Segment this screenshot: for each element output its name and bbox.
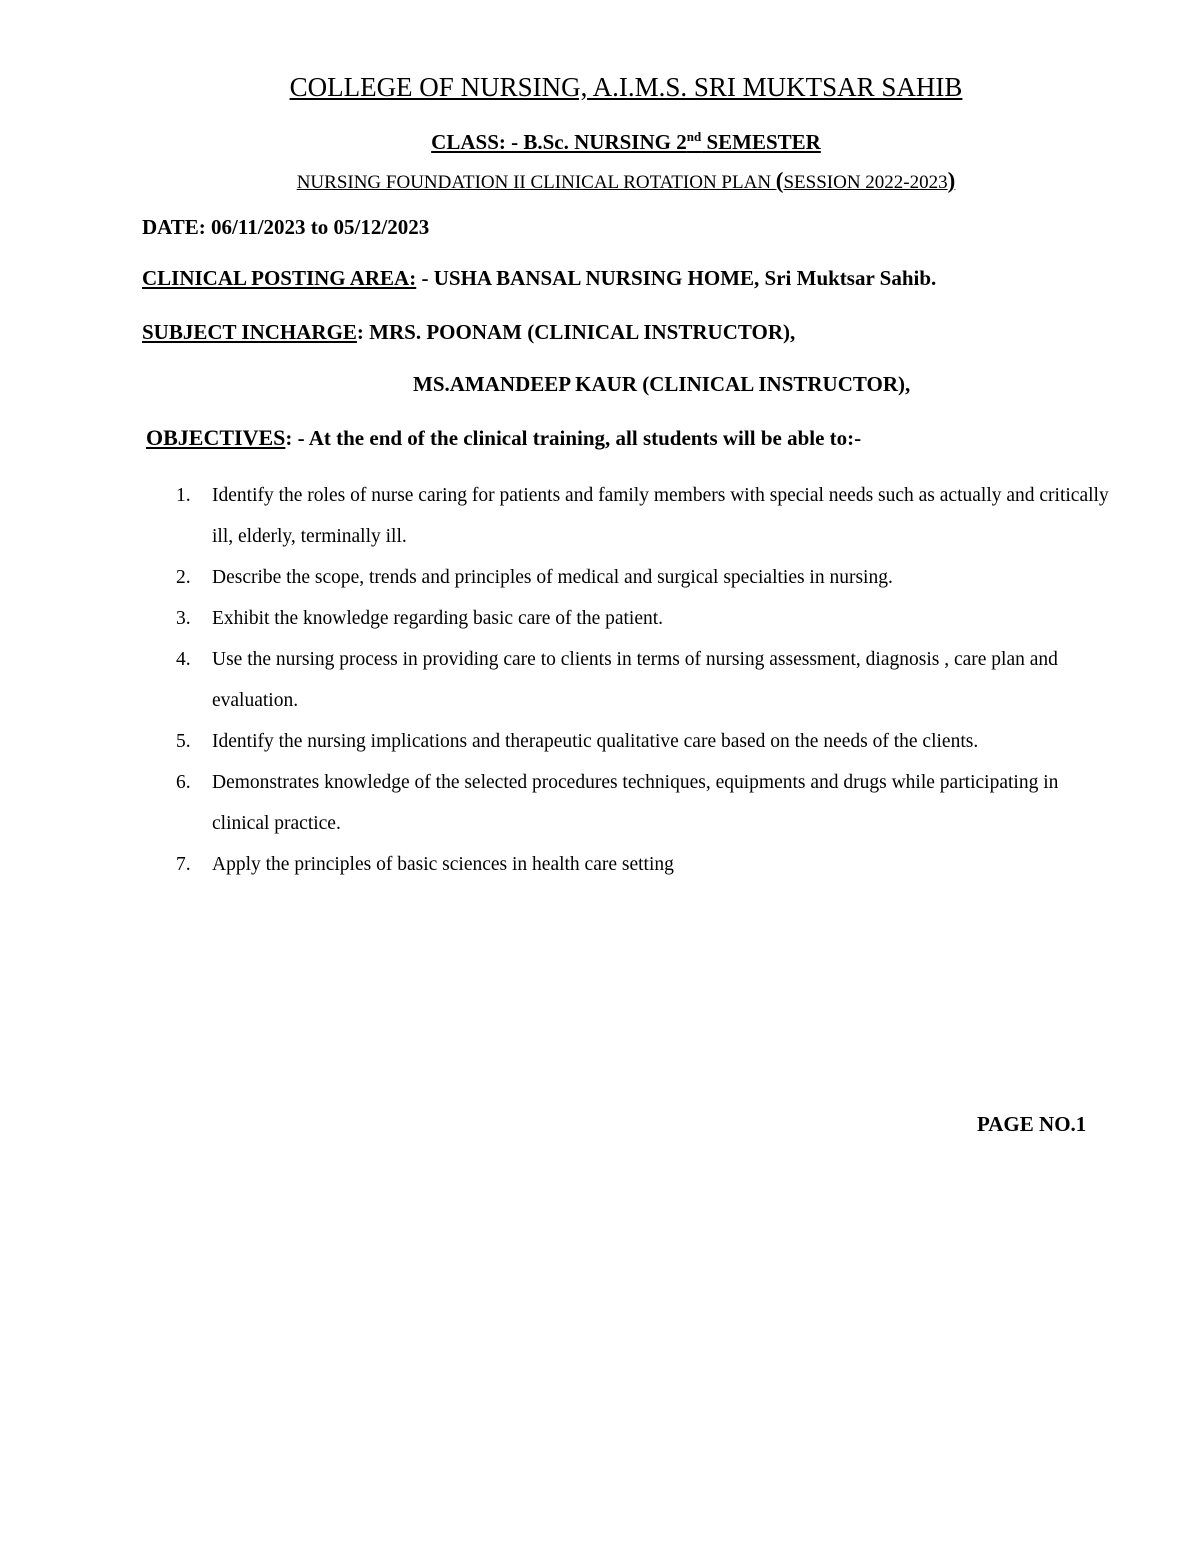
list-item — [170, 844, 1110, 885]
list-item-text: Identify the roles of nurse caring for patients and family members with special needs such as actually and critically ill, elderly, terminally ill. — [212, 485, 1109, 547]
list-item-number: 7. — [176, 854, 191, 875]
plan-paren-open: ( — [775, 168, 784, 193]
list-item — [170, 639, 1110, 721]
list-item-number: 6. — [176, 772, 191, 793]
plan-paren-close: ) — [947, 168, 956, 193]
list-item-text: Apply the principles of basic sciences in health care setting — [212, 854, 674, 875]
list-item-text: Exhibit the knowledge regarding basic care of the patient. — [212, 608, 664, 629]
rotation-plan-heading — [0, 168, 1200, 194]
clinical-area-label: CLINICAL POSTING AREA: — [142, 266, 417, 290]
list-item — [170, 762, 1110, 844]
subject-incharge-second: MS.AMANDEEP KAUR (CLINICAL INSTRUCTOR), — [413, 372, 911, 396]
list-item-text: Demonstrates knowledge of the selected procedures techniques, equipments and drugs while participating in clinical practice. — [212, 772, 1059, 834]
objectives-label: OBJECTIVES — [146, 425, 286, 450]
clinical-area-value: - USHA BANSAL NURSING HOME, Sri Muktsar Sahib. — [416, 266, 937, 290]
subject-incharge-value: : MRS. POONAM (CLINICAL INSTRUCTOR), — [356, 320, 796, 344]
plan-session: SESSION 2022-2023 — [783, 172, 948, 193]
subject-incharge-line — [142, 320, 795, 345]
list-item-number: 4. — [176, 649, 191, 670]
list-item-number: 2. — [176, 567, 191, 588]
objectives-heading — [146, 425, 861, 451]
clinical-area-line — [142, 266, 936, 291]
list-item — [170, 557, 1110, 598]
page-number: PAGE NO.1 — [977, 1112, 1087, 1136]
class-heading — [0, 130, 1200, 155]
list-item-number: 5. — [176, 731, 191, 752]
list-item-number: 3. — [176, 608, 191, 629]
class-prefix: CLASS: - B.Sc. NURSING 2 — [431, 130, 687, 154]
objectives-intro: : - At the end of the clinical training, all students will be able to:- — [285, 426, 862, 450]
objectives-list — [170, 475, 1110, 885]
class-superscript: nd — [686, 129, 702, 144]
list-item — [170, 721, 1110, 762]
class-suffix: SEMESTER — [701, 130, 821, 154]
date-line: DATE: 06/11/2023 to 05/12/2023 — [142, 215, 430, 239]
list-item-text: Use the nursing process in providing care to clients in terms of nursing assessment, diagnosis , care plan and evaluation. — [212, 649, 1058, 711]
list-item — [170, 475, 1110, 557]
plan-text: NURSING FOUNDATION II CLINICAL ROTATION PLAN — [296, 172, 776, 193]
list-item-text: Identify the nursing implications and therapeutic qualitative care based on the needs of the clients. — [212, 731, 979, 752]
list-item-text: Describe the scope, trends and principles of medical and surgical specialties in nursing. — [212, 567, 893, 588]
subject-incharge-label: SUBJECT INCHARGE — [142, 320, 357, 344]
document-title: COLLEGE OF NURSING, A.I.M.S. SRI MUKTSAR SAHIB — [289, 72, 963, 102]
list-item — [170, 598, 1110, 639]
list-item-number: 1. — [176, 485, 191, 506]
